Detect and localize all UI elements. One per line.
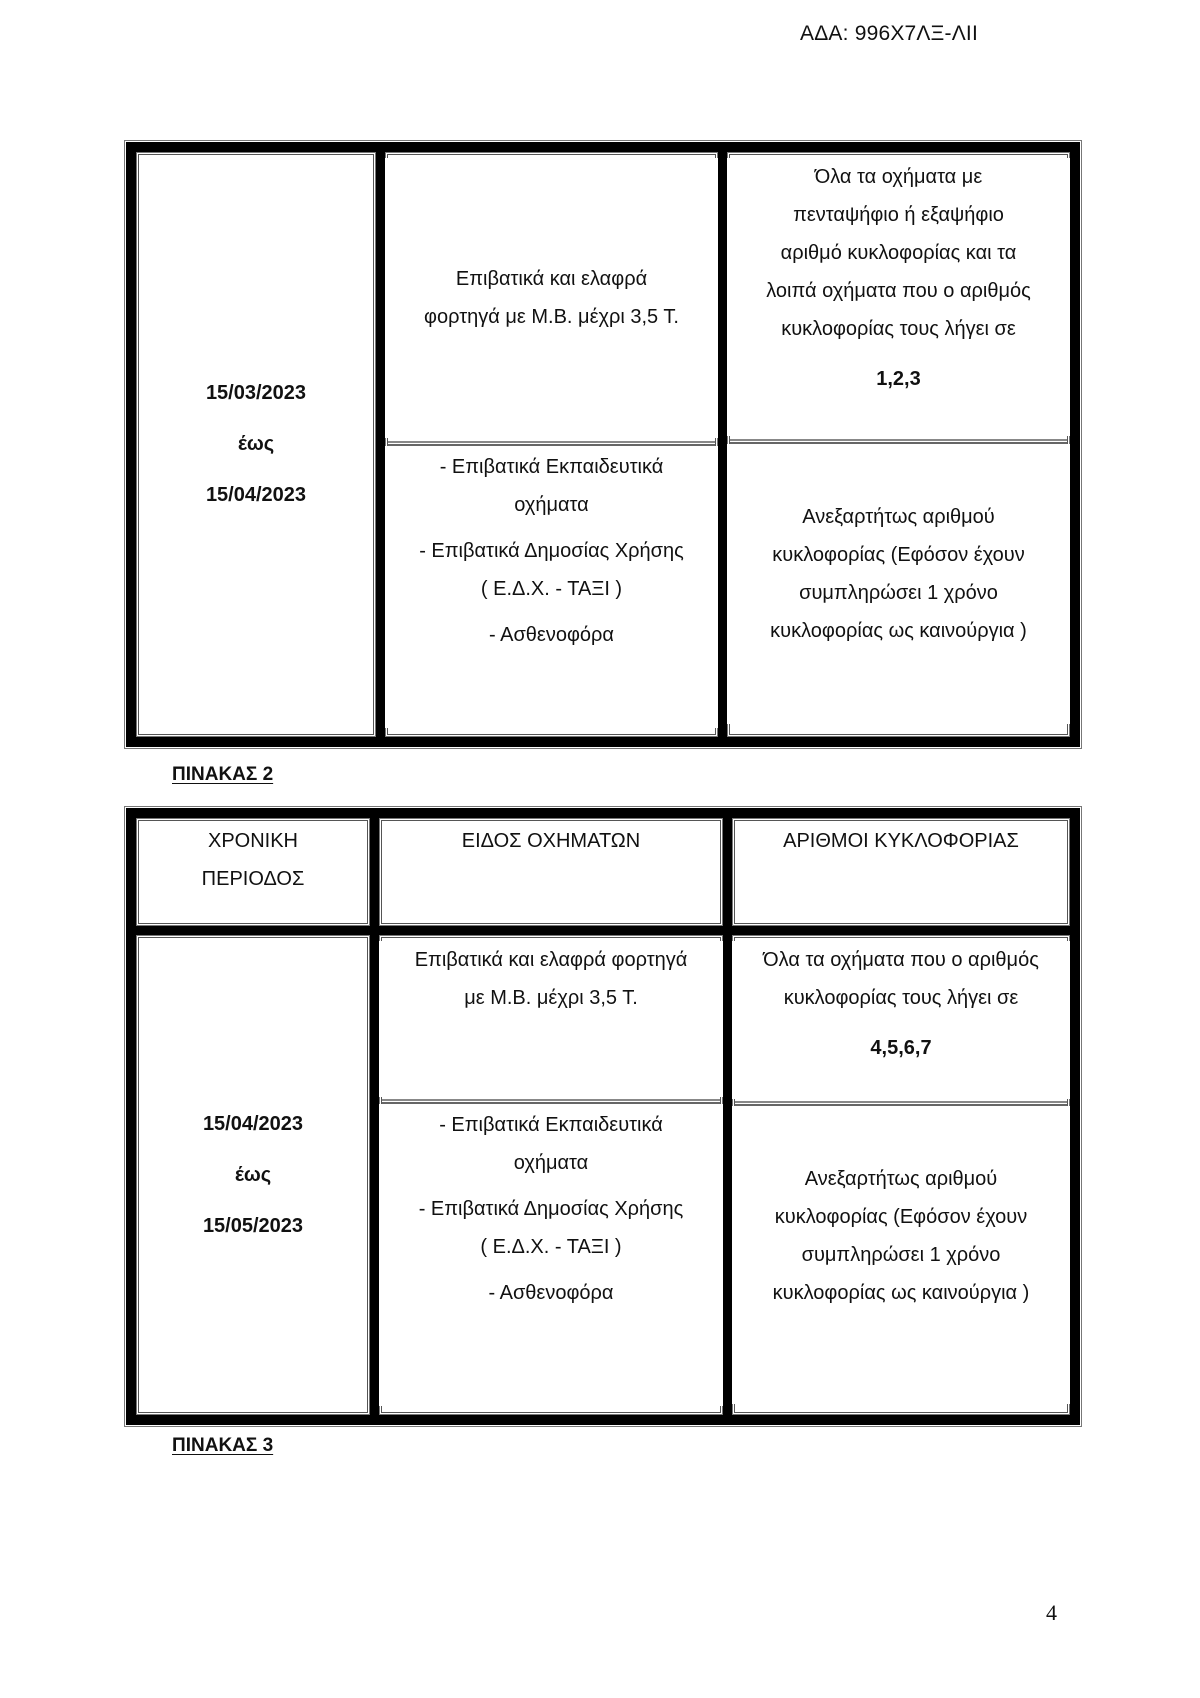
table-2 (126, 808, 1080, 1425)
text-line: συμπληρώσει 1 χρόνο (801, 1244, 1001, 1266)
text-line: κυκλοφορίας ως καινούργια ) (770, 620, 1027, 642)
text-line: οχήματα (513, 1152, 589, 1174)
header-text: ΧΡΟΝΙΚΗ (207, 830, 299, 852)
vehicles-bottom (385, 446, 718, 728)
plates-top (727, 158, 1070, 436)
text-line: λοιπά οχήματα που ο αριθμός (766, 280, 1031, 302)
vehicles-bottom (379, 1104, 723, 1406)
vehicles-top (385, 158, 718, 438)
text-line: κυκλοφορίας τους λήγει σε (781, 318, 1016, 340)
text-line: κυκλοφορίας ως καινούργια ) (772, 1282, 1030, 1304)
header-vehicles (379, 818, 723, 926)
period-cell (136, 935, 370, 1415)
header-text: ΕΙΔΟΣ ΟΧΗΜΑΤΩΝ (461, 830, 641, 852)
vehicles-cell (379, 935, 723, 1415)
table-1 (126, 142, 1080, 747)
text-line: - Επιβατικά Δημοσίας Χρήσης (418, 1198, 684, 1220)
plates-bottom (732, 1106, 1070, 1404)
period-from: 15/04/2023 (202, 1112, 304, 1135)
text-line: Επιβατικά και ελαφρά φορτηγά (414, 949, 688, 971)
ada-code: ΑΔΑ: 996Χ7ΛΞ-ΛΙΙ (800, 22, 978, 45)
plates-cell (732, 935, 1070, 1415)
text-line: συμπληρώσει 1 χρόνο (799, 582, 998, 604)
caption-table-3: ΠΙΝΑΚΑΣ 3 (172, 1435, 274, 1456)
period-separator: έως (237, 433, 275, 455)
period-from: 15/03/2023 (205, 382, 307, 404)
text-line: Όλα τα οχήματα με (814, 166, 983, 188)
text-line: πενταψήφιο ή εξαψήφιο (793, 204, 1004, 226)
text-line: κυκλοφορίας (Εφόσον έχουν (774, 1206, 1028, 1228)
text-line: - Ασθενοφόρα (489, 624, 614, 646)
text-line: Ανεξαρτήτως αριθμού (804, 1168, 998, 1190)
caption-table-2: ΠΙΝΑΚΑΣ 2 (172, 764, 274, 785)
period-cell (136, 152, 376, 737)
vehicles-cell (385, 152, 718, 737)
text-line: ( Ε.Δ.Χ. - ΤΑΞΙ ) (480, 1236, 622, 1258)
text-line: - Επιβατικά Εκπαιδευτικά (439, 1114, 663, 1136)
page-number: 4 (1046, 1600, 1057, 1625)
text-line: Ανεξαρτήτως αριθμού (802, 506, 995, 528)
plates-top (732, 941, 1070, 1099)
text-line: κυκλοφορίας (Εφόσον έχουν (772, 544, 1025, 566)
text-line: αριθμό κυκλοφορίας και τα (780, 242, 1017, 264)
plates-bottom (727, 444, 1070, 724)
text-line: - Επιβατικά Εκπαιδευτικά (439, 456, 664, 478)
text-line: οχήματα (514, 494, 589, 516)
text-line: - Ασθενοφόρα (488, 1282, 614, 1304)
plates-cell (727, 152, 1070, 737)
header-text: ΑΡΙΘΜΟΙ ΚΥΚΛΟΦΟΡΙΑΣ (783, 830, 1019, 852)
text-line: - Επιβατικά Δημοσίας Χρήσης (419, 540, 684, 562)
header-text: ΠΕΡΙΟΔΟΣ (201, 868, 305, 890)
plate-digits: 1,2,3 (876, 368, 921, 390)
text-line: Επιβατικά και ελαφρά (455, 268, 648, 290)
header-period (136, 818, 370, 926)
period-to: 15/04/2023 (205, 484, 307, 506)
plate-digits: 4,5,6,7 (870, 1037, 932, 1059)
period-to: 15/05/2023 (202, 1214, 304, 1237)
text-line: ( Ε.Δ.Χ. - ΤΑΞΙ ) (480, 578, 623, 600)
vehicles-top (379, 941, 723, 1097)
text-line: Όλα τα οχήματα που ο αριθμός (763, 949, 1039, 971)
text-line: κυκλοφορίας τους λήγει σε (783, 987, 1019, 1009)
text-line: φορτηγά με Μ.Β. μέχρι 3,5 Τ. (424, 306, 679, 328)
header-plates (732, 818, 1070, 926)
text-line: με Μ.Β. μέχρι 3,5 Τ. (464, 987, 638, 1009)
period-separator: έως (234, 1163, 272, 1186)
